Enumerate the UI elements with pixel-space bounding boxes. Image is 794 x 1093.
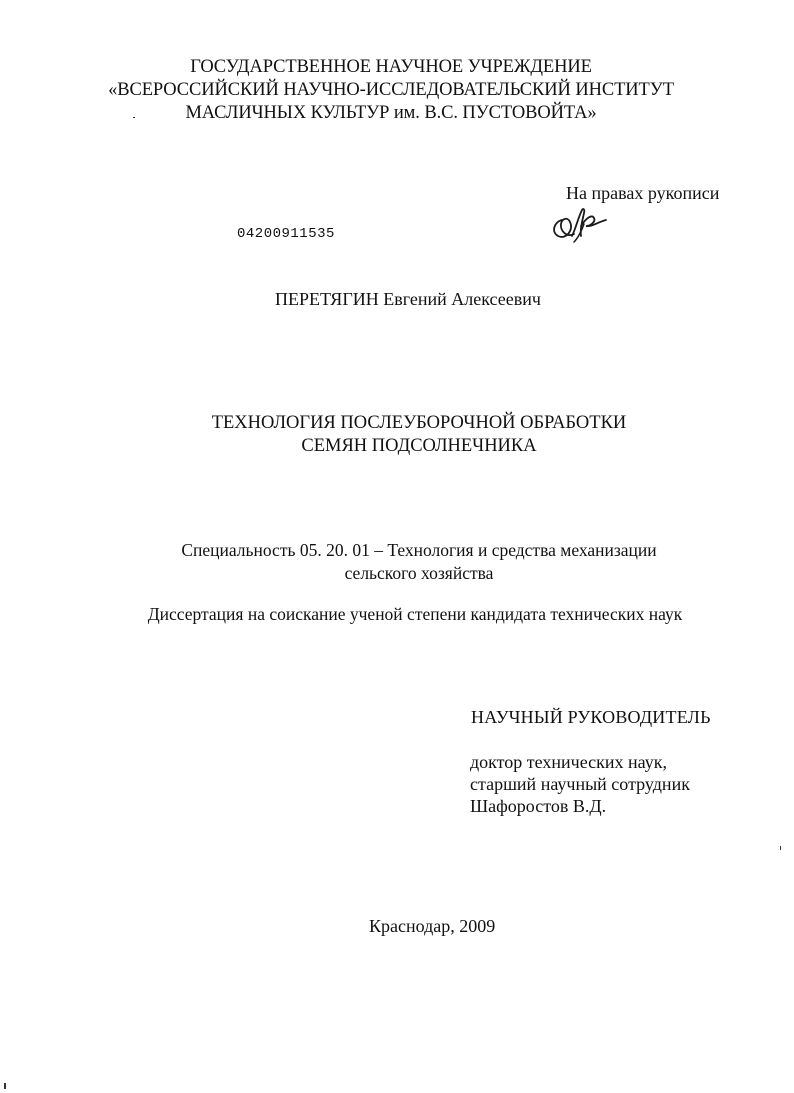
supervisor-degree: доктор технических наук, [470,752,667,772]
inventory-number: 04200911535 [237,226,335,242]
institution-line-1: ГОСУДАРСТВЕННОЕ НАУЧНОЕ УЧРЕЖДЕНИЕ [190,57,592,77]
title-line-2: СЕМЯН ПОДСОЛНЕЧНИКА [301,436,537,456]
supervisor-position: старший научный сотрудник [470,774,690,794]
manuscript-note: На правах рукописи [566,183,720,203]
supervisor-name: Шафоростов В.Д. [470,796,607,816]
supervisor-heading: НАУЧНЫЙ РУКОВОДИТЕЛЬ [471,707,711,727]
specialty-line-2: сельского хозяйства [344,563,494,583]
author-name: ПЕРЕТЯГИН Евгений Алексеевич [275,289,541,309]
scan-speck [133,117,135,118]
scan-speck [780,846,781,850]
institution-line-2: «ВСЕРОССИЙСКИЙ НАУЧНО-ИССЛЕДОВАТЕЛЬСКИЙ ИНСТИТУТ [108,80,674,100]
signature-image [548,200,612,246]
specialty-line-1: Специальность 05. 20. 01 – Технология и средства механизации [181,540,657,560]
place-year: Краснодар, 2009 [369,916,496,936]
scan-speck [4,1083,6,1089]
title-line-1: ТЕХНОЛОГИЯ ПОСЛЕУБОРОЧНОЙ ОБРАБОТКИ [211,413,627,433]
institution-line-3: МАСЛИЧНЫХ КУЛЬТУР им. В.С. ПУСТОВОЙТА» [185,103,597,123]
dissertation-degree: Диссертация на соискание ученой степени кандидата технических наук [147,604,683,624]
